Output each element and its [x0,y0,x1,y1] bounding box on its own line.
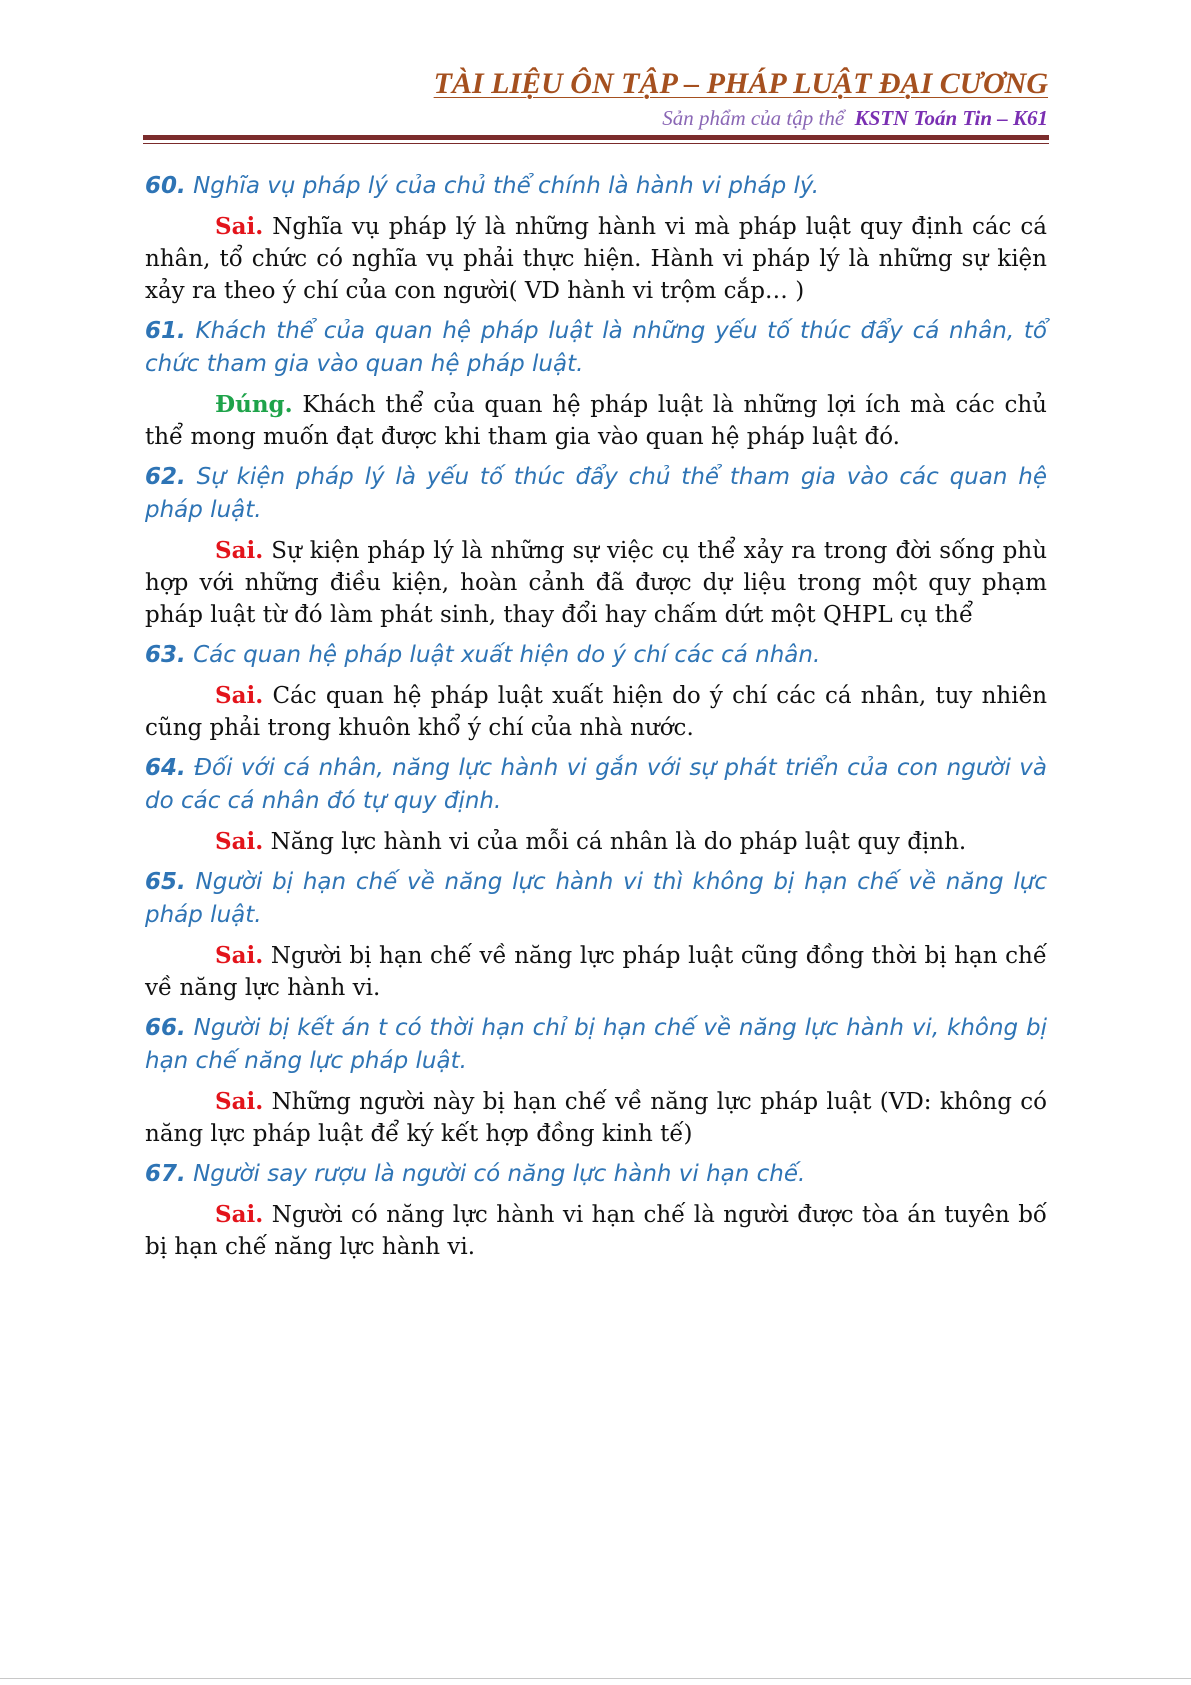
question-number: 61. [145,318,186,344]
question-number: 65. [145,869,186,895]
answer-text: Nghĩa vụ pháp lý là những hành vi mà pháp luật quy định các cá nhân, tổ chức có nghĩa vụ phải thực hiện. Hành vi pháp lý là những sự kiện xảy ra theo ý chí của con người( VD hành vi trộm cắp… ) [145,214,1047,304]
verdict-label: Sai. [215,213,264,240]
verdict-label: Sai. [215,1088,264,1115]
answer-text: Năng lực hành vi của mỗi cá nhân là do pháp luật quy định. [270,829,967,855]
answer [145,940,1047,1004]
answer [145,389,1047,453]
question [145,461,1047,527]
document-title: TÀI LIỆU ÔN TẬP – PHÁP LUẬT ĐẠI CƯƠNG [433,67,1048,100]
question-text: Người say rượu là người có năng lực hành vi hạn chế. [193,1161,806,1187]
question-text: Người bị kết án t có thời hạn chỉ bị hạn chế về năng lực hành vi, không bị hạn chế năng lực pháp luật. [145,1015,1047,1074]
question-number: 66. [145,1015,186,1041]
question [145,866,1047,932]
verdict-label: Đúng. [215,391,293,418]
question-number: 64. [145,755,186,781]
answer [145,680,1047,744]
answer-text: Các quan hệ pháp luật xuất hiện do ý chí các cá nhân, tuy nhiên cũng phải trong khuôn khổ ý chí của nhà nước. [145,683,1048,741]
question [145,170,1047,203]
answer-text: Sự kiện pháp lý là những sự việc cụ thể xảy ra trong đời sống phù hợp với những điều kiện, hoàn cảnh đã được dự liệu trong một quy phạm pháp luật từ đó làm phát sinh, thay đổi hay chấm dứt một QHPL cụ thể [145,538,1048,628]
document-subtitle [434,104,1048,132]
subtitle-prefix: Sản phẩm của tập thể [662,106,845,130]
question [145,315,1047,381]
qa-item-63 [145,639,1047,744]
verdict-label: Sai. [215,828,264,855]
header-rule-thin [143,143,1049,144]
qa-item-66 [145,1012,1047,1150]
qa-item-67 [145,1158,1047,1263]
question-number: 67. [145,1161,186,1187]
answer-text: Người có năng lực hành vi hạn chế là người được tòa án tuyên bố bị hạn chế năng lực hành vi. [145,1202,1048,1260]
answer-text: Người bị hạn chế về năng lực pháp luật cũng đồng thời bị hạn chế về năng lực hành vi. [145,943,1048,1001]
header-rule-thick [143,135,1049,140]
answer [145,826,1047,858]
qa-item-61 [145,315,1047,453]
question-text: Người bị hạn chế về năng lực hành vi thì không bị hạn chế về năng lực pháp luật. [145,869,1048,928]
question [145,1012,1047,1078]
answer-text: Những người này bị hạn chế về năng lực pháp luật (VD: không có năng lực pháp luật để ký kết hợp đồng kinh tế) [145,1089,1047,1147]
answer [145,1086,1047,1150]
question-text: Các quan hệ pháp luật xuất hiện do ý chí các cá nhân. [193,642,821,668]
qa-item-62 [145,461,1047,631]
qa-item-60 [145,170,1047,307]
page-header [434,66,1048,132]
verdict-label: Sai. [215,682,264,709]
verdict-label: Sai. [215,1201,264,1228]
footer-divider [0,1678,1191,1679]
question [145,752,1047,818]
verdict-label: Sai. [215,537,264,564]
qa-list [145,170,1047,1271]
question-number: 63. [145,642,186,668]
question-text: Đối với cá nhân, năng lực hành vi gắn với sự phát triển của con người và do các cá nhân đó tự quy định. [145,755,1047,814]
question-text: Sự kiện pháp lý là yếu tố thúc đẩy chủ thể tham gia vào các quan hệ pháp luật. [145,464,1047,523]
answer [145,211,1047,307]
question-text: Khách thể của quan hệ pháp luật là những yếu tố thúc đẩy cá nhân, tổ chức tham gia vào quan hệ pháp luật. [145,318,1047,377]
verdict-label: Sai. [215,942,264,969]
answer [145,535,1047,631]
question [145,1158,1047,1191]
answer [145,1199,1047,1263]
question-text: Nghĩa vụ pháp lý của chủ thể chính là hành vi pháp lý. [193,173,820,199]
subtitle-team: KSTN Toán Tin – K61 [854,106,1048,130]
qa-item-65 [145,866,1047,1004]
answer-text: Khách thể của quan hệ pháp luật là những lợi ích mà các chủ thể mong muốn đạt được khi tham gia vào quan hệ pháp luật đó. [145,392,1047,450]
question-number: 62. [145,464,186,490]
qa-item-64 [145,752,1047,858]
question-number: 60. [145,173,186,199]
question [145,639,1047,672]
